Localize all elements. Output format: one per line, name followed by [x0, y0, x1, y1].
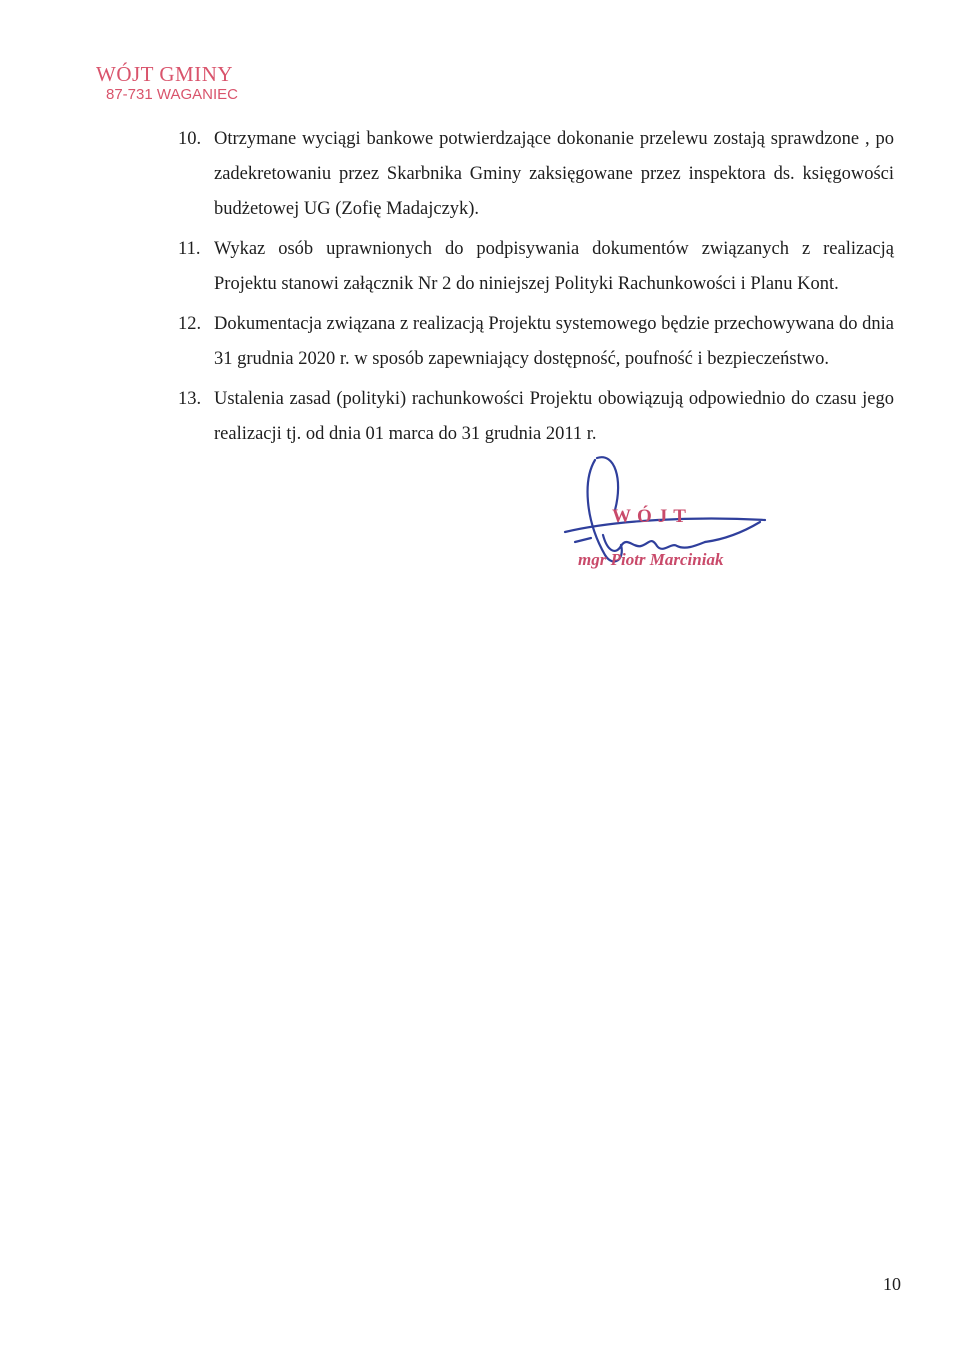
clause-item [178, 307, 894, 377]
clause-item [178, 232, 894, 302]
clause-text: Dokumentacja związana z realizacją Projektu systemowego będzie przechowywana do dnia 31 grudnia 2020 r. w sposób zapewniający dostępność, poufność i bezpieczeństwo. [214, 314, 894, 369]
clause-text: Ustalenia zasad (polityki) rachunkowości Projektu obowiązują odpowiednio do czasu jego realizacji tj. od dnia 01 marca do 31 grudnia 2011 r. [214, 389, 894, 444]
clause-list [178, 122, 894, 457]
clause-number: 13. [178, 389, 202, 409]
page-number: 10 [883, 1274, 901, 1294]
header-stamp [96, 62, 238, 103]
clause-number: 10. [178, 129, 202, 149]
stamp-title: WÓJT GMINY [96, 62, 234, 86]
clause-item [178, 382, 894, 452]
signature-stamp-name: mgr Piotr Marciniak [578, 550, 724, 569]
clause-item [178, 122, 894, 227]
stamp-address: 87-731 WAGANIEC [106, 86, 238, 103]
clause-text: Otrzymane wyciągi bankowe potwierdzające dokonanie przelewu zostają sprawdzone , po zadekretowaniu przez Skarbnika Gminy zaksięgowane przez inspektora ds. księgowości budżetowej UG (Zofię Madajczyk). [214, 129, 894, 219]
clause-number: 11. [178, 239, 201, 259]
clause-text: Wykaz osób uprawnionych do podpisywania dokumentów związanych z realizacją Projektu stanowi załącznik Nr 2 do niniejszej Polityki Rachunkowości i Planu Kont. [214, 239, 894, 294]
clause-number: 12. [178, 314, 202, 334]
signature-stamp-title: WÓJT [612, 506, 692, 527]
